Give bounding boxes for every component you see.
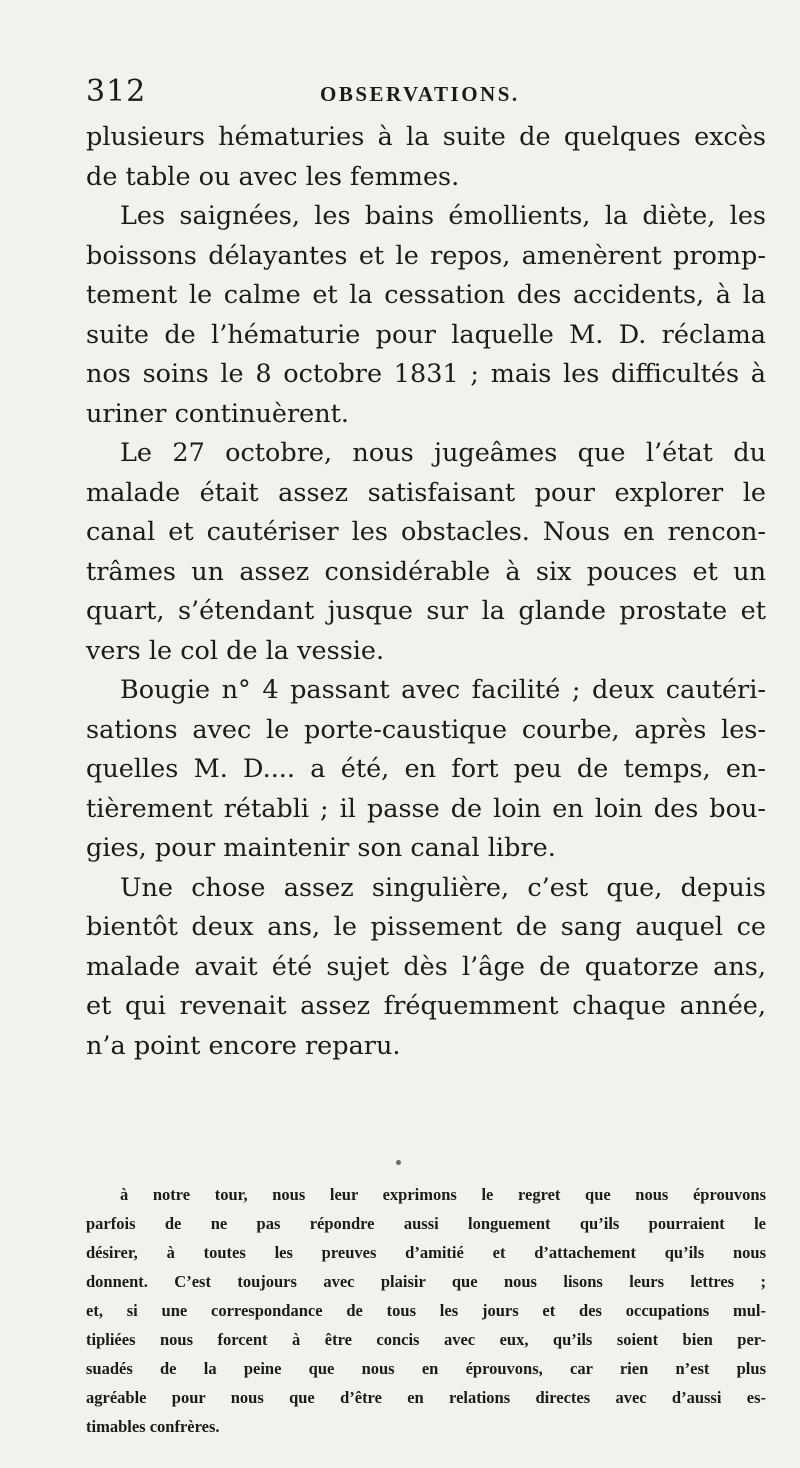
text-line: boissons délayantes et le repos, amenèrent promp- [86,240,766,271]
text-line: trâmes un assez considérable à six pouces et un [86,556,766,587]
text-line: bientôt deux ans, le pissement de sang auquel ce [86,912,766,942]
text-line: Bougie n° 4 passant avec facilité ; deux cautéri- [120,675,766,705]
text-line: canal et cautériser les obstacles. Nous en rencon- [86,517,766,547]
ink-spot [396,1160,401,1165]
text-line: malade était assez satisfaisant pour explorer le [86,477,766,508]
text-line: plusieurs hématuries à la suite de quelques excès [86,122,766,152]
text-line: Le 27 octobre, nous jugeâmes que l’état du [120,438,766,468]
text-line: quart, s’étendant jusque sur la glande prostate et [86,596,766,626]
text-line: Une chose assez singulière, c’est que, depuis [120,872,766,903]
text-line: quelles M. D.... a été, en fort peu de temps, en- [86,754,766,784]
footnote-line: à notre tour, nous leur exprimons le regret que nous éprouvons [120,1185,766,1204]
footnote [86,1180,766,1441]
text-line: tement le calme et la cessation des accidents, à la [86,280,766,310]
footnote-line: et, si une correspondance de tous les jours et des occupations mul- [86,1301,766,1320]
footnote-line: désirer, à toutes les preuves d’amitié et d’attachement qu’ils nous [86,1243,766,1262]
footnote-line: parfois de ne pas répondre aussi longuement qu’ils pourraient le [86,1214,766,1233]
body-text [86,118,766,1066]
text-line: et qui revenait assez fréquemment chaque année, [86,991,766,1021]
text-line: suite de l’hématurie pour laquelle M. D. réclama [86,319,766,350]
footnote-line: suadés de la peine que nous en éprouvons, car rien n’est plus [86,1359,766,1378]
text-line: vers le col de la vessie. [86,635,385,666]
footnote-line: timables confrères. [86,1417,220,1436]
text-line: n’a point encore reparu. [86,1030,401,1061]
footnote-line: agréable pour nous que d’être en relations directes avec d’aussi es- [86,1388,766,1407]
text-line: nos soins le 8 octobre 1831 ; mais les difficultés à [86,359,766,389]
text-line: sations avec le porte-caustique courbe, après les- [86,714,766,745]
page-number: 312 [86,74,147,109]
running-head: OBSERVATIONS. [320,82,520,106]
text-line: de table ou avec les femmes. [86,161,460,192]
text-line: Les saignées, les bains émollients, la diète, les [120,201,766,231]
text-line: uriner continuèrent. [86,398,350,429]
text-line: tièrement rétabli ; il passe de loin en loin des bou- [86,793,766,824]
text-line: gies, pour maintenir son canal libre. [86,833,556,863]
page-header [86,72,736,112]
text-line: malade avait été sujet dès l’âge de quatorze ans, [86,951,766,982]
footnote-line: tipliées nous forcent à être concis avec eux, qu’ils soient bien per- [86,1330,766,1349]
footnote-line: donnent. C’est toujours avec plaisir que nous lisons leurs lettres ; [86,1272,766,1291]
